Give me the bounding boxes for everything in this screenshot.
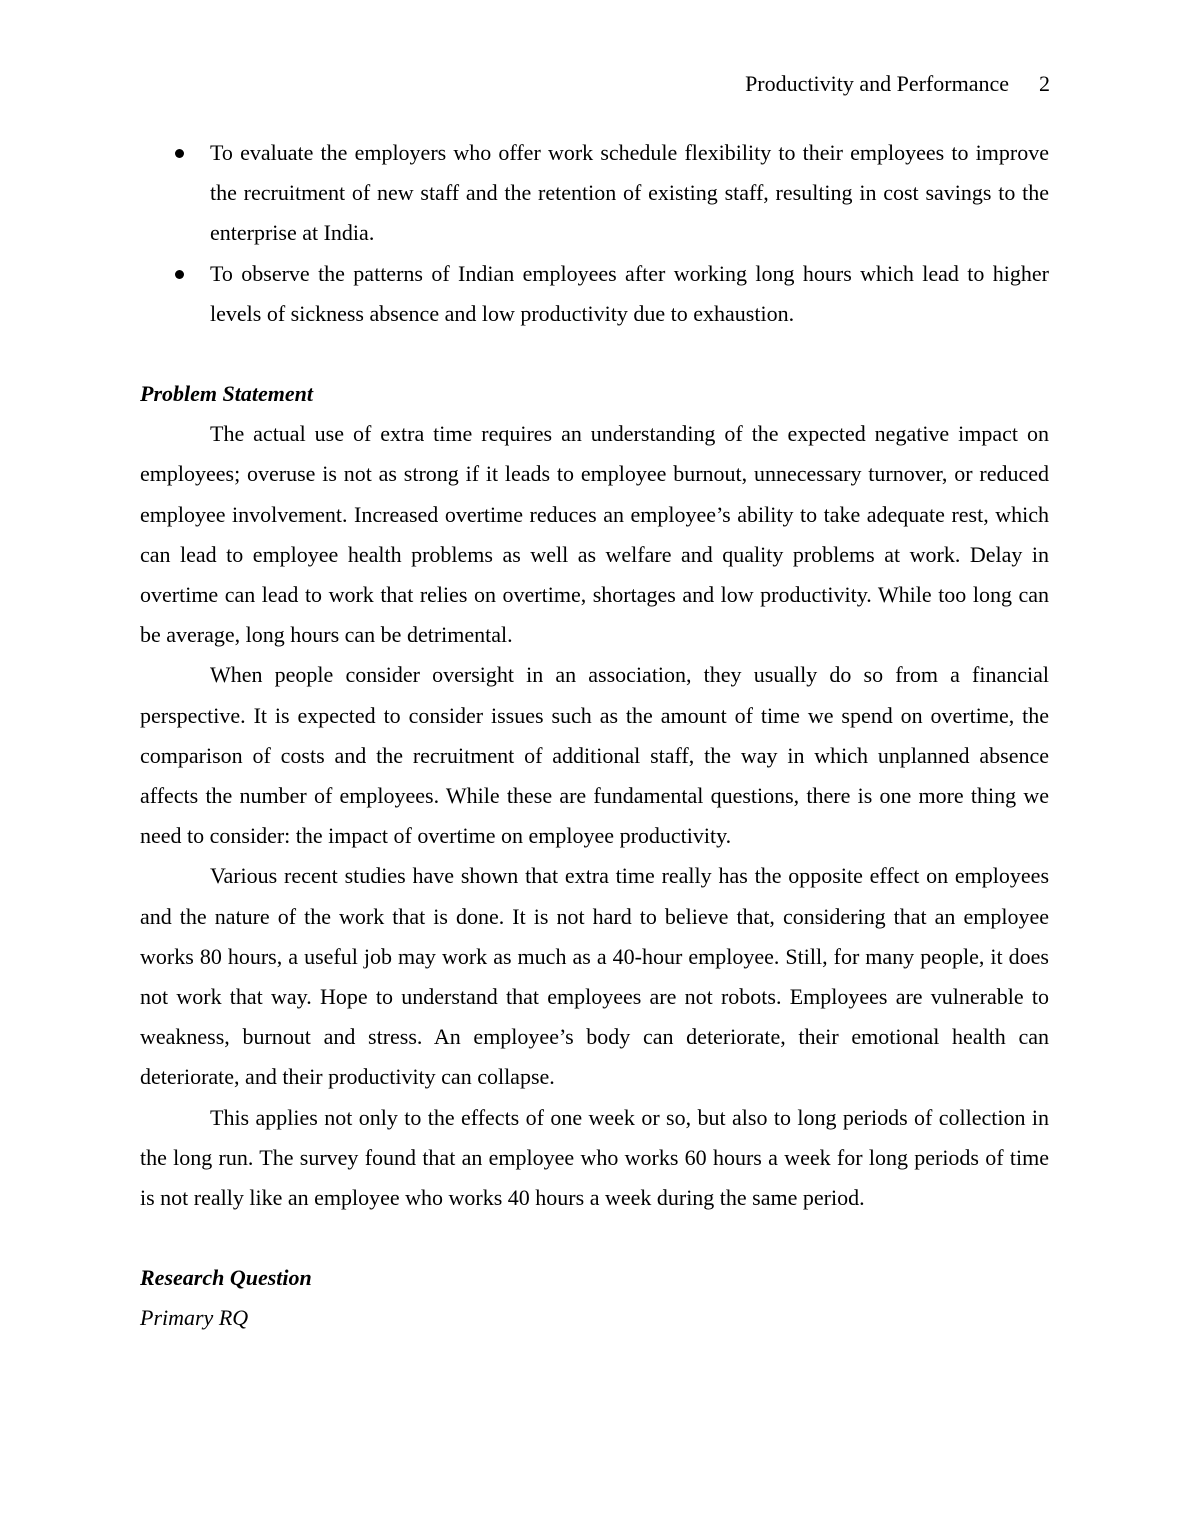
- research-question-heading: Research Question: [140, 1265, 312, 1291]
- list-item: [140, 254, 1049, 334]
- list-item-text: To observe the patterns of Indian employees after working long hours which lead to higher levels of sickness absence and low productivity due to exhaustion.: [210, 260, 1049, 326]
- problem-statement-heading: Problem Statement: [140, 381, 313, 407]
- paragraph: This applies not only to the effects of one week or so, but also to long periods of collection in the long run. The survey found that an employee who works 60 hours a week for long periods of time is not really like an employee who works 40 hours a week during the same period.: [140, 1104, 1049, 1211]
- running-head-title: Productivity and Performance: [745, 71, 1009, 96]
- paragraph: Various recent studies have shown that extra time really has the opposite effect on employees and the nature of the work that is done. It is not hard to believe that, considering that an employee works 80 hours, a useful job may work as much as a 40-hour employee. Still, for many people, it does not work that way. Hope to understand that employees are not robots. Employees are vulnerable to weakness, burnout and stress. An employee’s body can deteriorate, their emotional health can deteriorate, and their productivity can collapse.: [140, 863, 1049, 1090]
- paragraph: When people consider oversight in an association, they usually do so from a financial perspective. It is expected to consider issues such as the amount of time we spend on overtime, the comparison of costs and the recruitment of additional staff, the way in which unplanned absence affects the number of employees. While these are fundamental questions, there is one more thing we need to consider: the impact of overtime on employee productivity.: [140, 662, 1049, 849]
- objectives-list: [140, 133, 1049, 334]
- primary-rq-subheading: Primary RQ: [140, 1305, 249, 1331]
- running-head: [745, 70, 1050, 98]
- bullet-icon: [175, 270, 184, 279]
- bullet-icon: [175, 149, 184, 158]
- list-item-text: To evaluate the employers who offer work schedule flexibility to their employees to improve the recruitment of new staff and the retention of existing staff, resulting in cost savings to the enterprise at India.: [210, 140, 1049, 246]
- paragraph: The actual use of extra time requires an understanding of the expected negative impact on employees; overuse is not as strong if it leads to employee burnout, unnecessary turnover, or reduced employee involvement. Increased overtime reduces an employee’s ability to take adequate rest, which can lead to employee health problems as well as welfare and quality problems at work. Delay in overtime can lead to work that relies on overtime, shortages and low productivity. While too long can be average, long hours can be detrimental.: [140, 421, 1049, 648]
- document-body: [140, 133, 1049, 1339]
- list-item: [140, 133, 1049, 254]
- page-number: 2: [1039, 71, 1050, 96]
